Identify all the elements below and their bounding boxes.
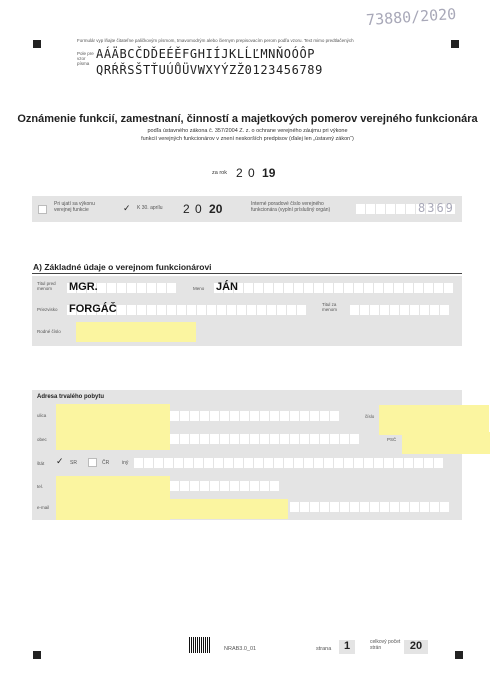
number-redaction xyxy=(379,405,489,435)
form-subtitle-2: funkcií verejných funkcionárov v znení neskorších predpisov (ďalej len „ústavný zákon“) xyxy=(141,136,354,142)
title-after-label: Titul za menom xyxy=(322,302,338,313)
alphabet-row-1: AÁÄBCČDĎEÉĚFGHIÍJKLĹĽMNŇOÓÔP xyxy=(96,47,316,61)
internal-number-label: Interné poradové číslo verejného funkcionára (vyplní príslušný orgán) xyxy=(251,201,331,213)
state-cr-label: ČR xyxy=(102,460,110,466)
phone-cells[interactable] xyxy=(170,481,279,491)
town-cells[interactable] xyxy=(170,434,359,444)
april-year-field[interactable] xyxy=(183,202,222,216)
year-prefix: 2 0 xyxy=(236,166,256,180)
registration-mark-bottom-left xyxy=(33,651,41,659)
birth-number-redaction xyxy=(76,322,196,342)
page-value: 1 xyxy=(339,640,355,654)
state-other-label: iný xyxy=(122,460,129,466)
section-a-rule xyxy=(32,273,462,274)
year-suffix: 19 xyxy=(262,166,276,180)
street-redaction xyxy=(56,404,170,450)
form-title: Oznámenie funkcií, zamestnaní, činností a majetkových pomerov verejného funkcionára xyxy=(17,113,478,125)
email-cells[interactable] xyxy=(290,502,449,512)
state-label: štát xyxy=(37,461,45,466)
state-sr-checkbox[interactable]: ✓ xyxy=(56,456,64,466)
sample-label: Pole pre vzor písma xyxy=(77,51,94,67)
opt-april-label: K 30. aprílu xyxy=(137,205,163,211)
title-after-cells[interactable] xyxy=(350,305,449,315)
email-redaction xyxy=(170,499,288,519)
instruction-line: Formulár vyp lňajte čitateľne paličkovým písmom, tmavomodrým alebo čiernym prepisovacím perom podľa vzoru. Text mimo predtlačených xyxy=(77,38,354,43)
surname-label: Priezvisko xyxy=(37,307,58,312)
barcode-mark xyxy=(189,637,211,653)
street-label: ulica xyxy=(37,413,47,418)
street-cells[interactable] xyxy=(170,411,339,421)
title-before-label: Titul pred menom xyxy=(37,281,56,292)
first-name-value: JÁN xyxy=(216,281,239,293)
handwritten-registration-number: 73880/2020 xyxy=(365,4,457,30)
alphabet-row-2: QRŔŘSŠTŤUÚŮÜVWXYÝZŽ0123456789 xyxy=(96,63,323,77)
state-cr-checkbox[interactable] xyxy=(88,458,97,467)
address-title: Adresa trvalého pobytu xyxy=(37,394,105,400)
town-label: obec xyxy=(37,437,47,442)
opt-start-label: Pri ujatí sa výkonu verejnej funkcie xyxy=(54,201,95,213)
april-year-prefix: 2 0 xyxy=(183,202,203,216)
registration-mark-top-left xyxy=(33,40,41,48)
form-subtitle-1: podľa ústavného zákona č. 357/2004 Z. z. o ochrane verejného záujmu pri výkone xyxy=(147,128,348,134)
form-code: NRAB3.0_01 xyxy=(224,646,257,652)
year-label: za rok xyxy=(212,170,227,176)
total-pages-value: 20 xyxy=(404,640,428,654)
postcode-label: PSČ xyxy=(387,437,397,442)
surname-value: FORGÁČ xyxy=(69,303,117,315)
birth-number-label: Rodné číslo xyxy=(37,329,61,334)
state-sr-label: SR xyxy=(70,460,77,466)
title-before-value: MGR. xyxy=(69,281,98,293)
internal-number-value: 8369 xyxy=(418,201,455,215)
first-name-label: Meno xyxy=(193,286,205,291)
page-label: strana xyxy=(316,646,332,652)
postcode-redaction xyxy=(402,432,490,454)
opt-start-checkbox[interactable] xyxy=(38,205,47,214)
registration-mark-bottom-right xyxy=(455,651,463,659)
year-field[interactable] xyxy=(236,166,275,180)
section-a-title: A) Základné údaje o verejnom funkcionárovi xyxy=(33,262,212,272)
phone-label: tel. xyxy=(37,484,44,489)
first-name-cells[interactable] xyxy=(214,283,453,293)
number-label: číslo xyxy=(365,414,375,419)
phone-redaction xyxy=(56,476,170,520)
total-pages-label: celkový počet strán xyxy=(370,639,401,651)
april-year-suffix: 20 xyxy=(209,202,223,216)
state-other-cells[interactable] xyxy=(134,458,443,468)
opt-april-checkbox[interactable]: ✓ xyxy=(123,203,131,213)
email-label: e-mail xyxy=(37,505,50,510)
registration-mark-top-right xyxy=(451,40,459,48)
